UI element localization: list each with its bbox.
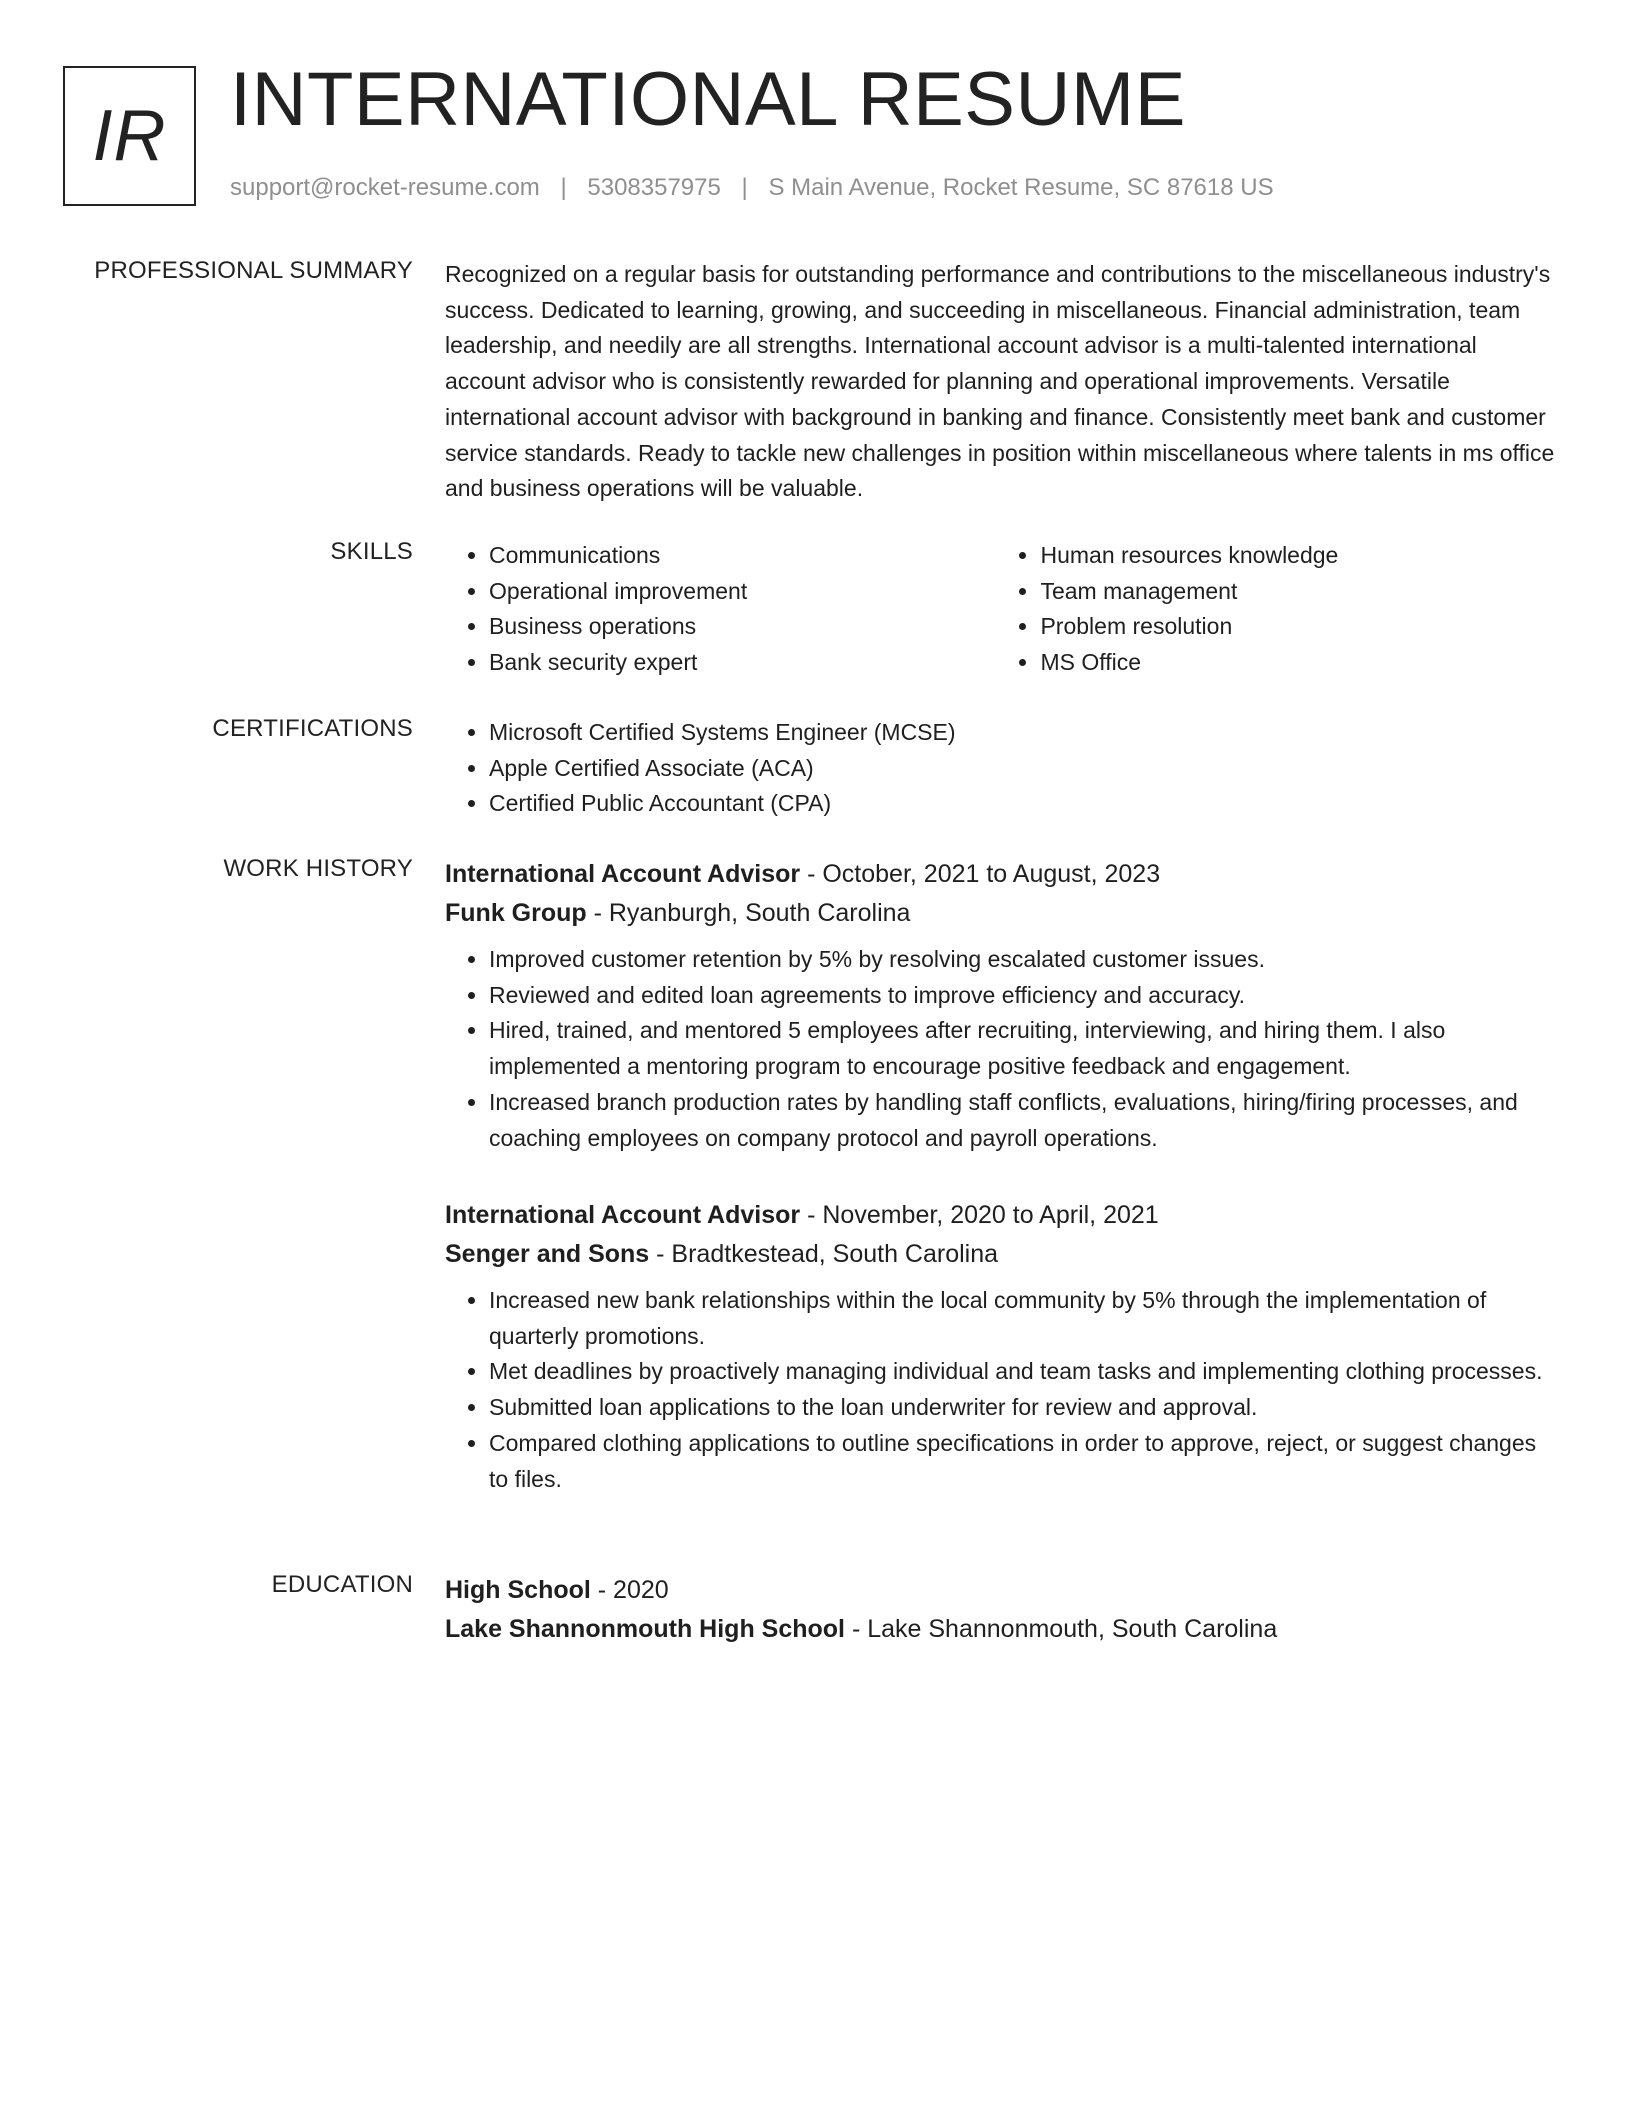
job-title-line (445, 1196, 1560, 1234)
education-location: - Lake Shannonmouth, South Carolina (845, 1615, 1278, 1643)
company-location: - Ryanburgh, South Carolina (586, 899, 911, 927)
job-title: International Account Advisor (445, 1201, 801, 1229)
contact-address: S Main Avenue, Rocket Resume, SC 87618 US (768, 174, 1274, 201)
section-label: EDUCATION (271, 1571, 413, 1598)
section-label: PROFESSIONAL SUMMARY (94, 257, 413, 284)
monogram-logo: IR (63, 66, 196, 206)
company-location: - Bradtkestead, South Carolina (649, 1240, 999, 1268)
company-name: Funk Group (445, 899, 587, 927)
education-year: - 2020 (590, 1576, 669, 1604)
skills-body (445, 538, 1560, 681)
job-bullet: • Compared clothing applications to outline specifications in order to approve, reject, or suggest changes to files. (489, 1426, 1560, 1497)
job-title-line (445, 855, 1560, 893)
company-line (445, 1234, 1560, 1274)
skill-item: • MS Office (1040, 645, 1560, 681)
job-bullet: • Improved customer retention by 5% by resolving escalated customer issues. (489, 942, 1560, 978)
job-title: International Account Advisor (445, 860, 801, 888)
job-bullet: • Increased branch production rates by handling staff conflicts, evaluations, hiring/firing processes, and coaching employees on company protocol and payroll operations. (489, 1085, 1560, 1156)
work-body (445, 1196, 1560, 1497)
skills-grid (445, 538, 1560, 681)
job-entry (445, 1196, 1560, 1497)
education-school: Lake Shannonmouth High School (445, 1615, 845, 1643)
job-dates: - October, 2021 to August, 2023 (800, 860, 1161, 888)
work-body (445, 855, 1560, 1156)
contact-separator: | (741, 174, 748, 201)
job-bullet: • Increased new bank relationships within the local community by 5% through the implementation of quarterly promotions. (489, 1283, 1560, 1354)
job-bullets (445, 942, 1560, 1156)
contact-separator: | (560, 174, 567, 201)
skill-item: • Communications (489, 538, 996, 574)
job-bullet: • Met deadlines by proactively managing individual and team tasks and implementing clothing processes. (489, 1354, 1560, 1390)
skills-list-left (445, 538, 996, 681)
resume-name: INTERNATIONAL RESUME (230, 57, 1186, 142)
company-name: Senger and Sons (445, 1240, 650, 1268)
skill-item: • Bank security expert (489, 645, 996, 681)
skill-item: • Team management (1040, 574, 1560, 610)
certifications-list (445, 715, 1560, 822)
skills-list-right (996, 538, 1560, 681)
job-bullet: • Hired, trained, and mentored 5 employees after recruiting, interviewing, and hiring them. I also implemented a mentoring program to encourage positive feedback and engagement. (489, 1013, 1560, 1084)
contact-phone[interactable]: 5308357975 (587, 174, 721, 201)
education-degree-line (445, 1571, 1560, 1609)
section-label: CERTIFICATIONS (212, 715, 413, 742)
section-label: WORK HISTORY (223, 855, 413, 882)
job-bullet: • Submitted loan applications to the loan underwriter for review and approval. (489, 1390, 1560, 1426)
certifications-body (445, 715, 1560, 822)
contact-email[interactable]: support@rocket-resume.com (230, 174, 540, 201)
skill-item: • Problem resolution (1040, 609, 1560, 645)
summary-text: Recognized on a regular basis for outstanding performance and contributions to the miscellaneous industry's success. Dedicated to learning, growing, and succeeding in miscellaneous. Financial administration, team leadership, and needily are all strengths. International account advisor is a multi-talented international account advisor who is consistently rewarded for planning and operational improvements. Versatile international account advisor with background in banking and finance. Consistently meet bank and customer service standards. Ready to tackle new challenges in position within miscellaneous where talents in ms office and business operations will be valuable. (445, 261, 1555, 502)
job-bullets (445, 1283, 1560, 1497)
certification-item: • Microsoft Certified Systems Engineer (MCSE) (489, 715, 1560, 751)
skill-item: • Business operations (489, 609, 996, 645)
contact-line (230, 174, 1274, 202)
job-bullet: • Reviewed and edited loan agreements to improve efficiency and accuracy. (489, 978, 1560, 1014)
job-dates: - November, 2020 to April, 2021 (800, 1201, 1159, 1229)
certification-item: • Apple Certified Associate (ACA) (489, 751, 1560, 787)
education-degree: High School (445, 1576, 591, 1604)
section-label: SKILLS (330, 538, 413, 565)
education-school-line (445, 1609, 1560, 1649)
skill-item: • Operational improvement (489, 574, 996, 610)
certification-item: • Certified Public Accountant (CPA) (489, 786, 1560, 822)
education-body (445, 1571, 1560, 1658)
skill-item: • Human resources knowledge (1040, 538, 1560, 574)
job-entry (445, 855, 1560, 1156)
company-line (445, 893, 1560, 933)
